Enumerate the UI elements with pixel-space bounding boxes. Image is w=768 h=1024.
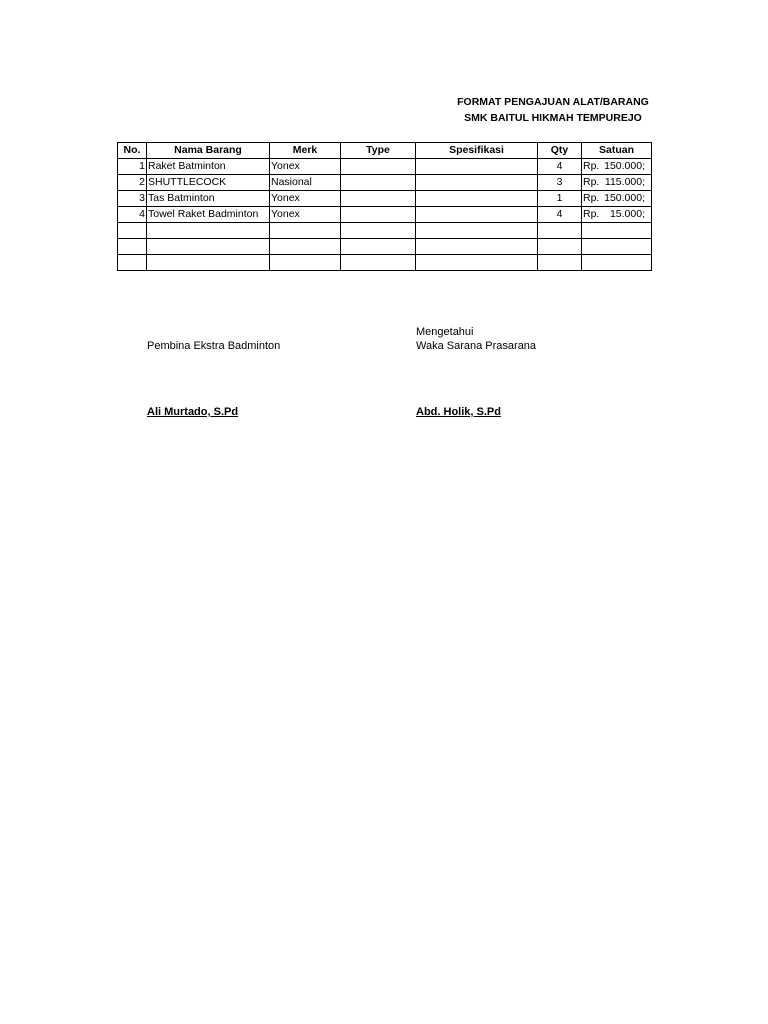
cell-type: [341, 255, 416, 271]
cell-type: [341, 159, 416, 175]
cell-type: [341, 191, 416, 207]
school-name: SMK BAITUL HIKMAH TEMPUREJO: [464, 112, 642, 124]
cell-satuan: [582, 207, 652, 223]
table-row: [118, 239, 652, 255]
cell-satuan: [582, 159, 652, 175]
cell-qty: 1: [538, 191, 582, 207]
signer-right-role: Waka Sarana Prasarana: [416, 340, 537, 352]
cell-nama-barang: Raket Batminton: [147, 159, 270, 175]
signer-right-name: Abd. Holik, S.Pd: [416, 406, 501, 418]
column-header-merk: Merk: [270, 143, 341, 159]
cell-merk: [270, 223, 341, 239]
cell-satuan: [582, 175, 652, 191]
cell-spesifikasi: [416, 239, 538, 255]
price-amount: 150.000;: [604, 160, 645, 172]
cell-nama-barang: [147, 255, 270, 271]
cell-type: [341, 175, 416, 191]
column-header-no: No.: [118, 143, 147, 159]
cell-merk: Yonex: [270, 159, 341, 175]
cell-no: 2: [118, 175, 147, 191]
column-header-nama-barang: Nama Barang: [147, 143, 270, 159]
cell-nama-barang: [147, 239, 270, 255]
cell-merk: Yonex: [270, 207, 341, 223]
price-amount: 150.000;: [604, 192, 645, 204]
cell-satuan: [582, 239, 652, 255]
document-title: FORMAT PENGAJUAN ALAT/BARANG: [457, 96, 649, 108]
signer-left-role: Pembina Ekstra Badminton: [147, 340, 281, 352]
cell-merk: [270, 239, 341, 255]
cell-spesifikasi: [416, 207, 538, 223]
column-header-spesifikasi: Spesifikasi: [416, 143, 538, 159]
acknowledge-label: Mengetahui: [416, 326, 474, 338]
cell-no: 1: [118, 159, 147, 175]
cell-qty: 4: [538, 207, 582, 223]
cell-merk: [270, 255, 341, 271]
table-row: [118, 175, 652, 191]
cell-no: [118, 255, 147, 271]
column-header-qty: Qty: [538, 143, 582, 159]
price-amount: 115.000;: [604, 176, 645, 188]
cell-satuan: [582, 191, 652, 207]
currency-label: Rp.: [583, 176, 600, 188]
cell-qty: 3: [538, 175, 582, 191]
signer-left-name: Ali Murtado, S.Pd: [147, 406, 239, 418]
cell-spesifikasi: [416, 191, 538, 207]
table-row: [118, 207, 652, 223]
cell-spesifikasi: [416, 255, 538, 271]
cell-qty: 4: [538, 159, 582, 175]
cell-no: [118, 223, 147, 239]
cell-satuan: [582, 223, 652, 239]
cell-nama-barang: Tas Batminton: [147, 191, 270, 207]
currency-label: Rp.: [583, 208, 600, 220]
cell-type: [341, 207, 416, 223]
cell-spesifikasi: [416, 175, 538, 191]
cell-merk: Nasional: [270, 175, 341, 191]
cell-no: 4: [118, 207, 147, 223]
cell-spesifikasi: [416, 223, 538, 239]
cell-nama-barang: SHUTTLECOCK: [147, 175, 270, 191]
items-table: [117, 142, 652, 271]
cell-type: [341, 223, 416, 239]
cell-type: [341, 239, 416, 255]
currency-label: Rp.: [583, 160, 600, 172]
cell-satuan: [582, 255, 652, 271]
table-row: [118, 159, 652, 175]
table-header-row: [118, 143, 652, 159]
table-row: [118, 223, 652, 239]
cell-no: 3: [118, 191, 147, 207]
currency-label: Rp.: [583, 192, 600, 204]
cell-nama-barang: [147, 223, 270, 239]
table-row: [118, 255, 652, 271]
cell-no: [118, 239, 147, 255]
cell-spesifikasi: [416, 159, 538, 175]
table-row: [118, 191, 652, 207]
cell-qty: [538, 223, 582, 239]
column-header-type: Type: [341, 143, 416, 159]
cell-qty: [538, 255, 582, 271]
price-amount: 15.000;: [609, 208, 645, 220]
column-header-satuan: Satuan: [582, 143, 652, 159]
cell-nama-barang: Towel Raket Badminton: [147, 207, 270, 223]
cell-merk: Yonex: [270, 191, 341, 207]
cell-qty: [538, 239, 582, 255]
